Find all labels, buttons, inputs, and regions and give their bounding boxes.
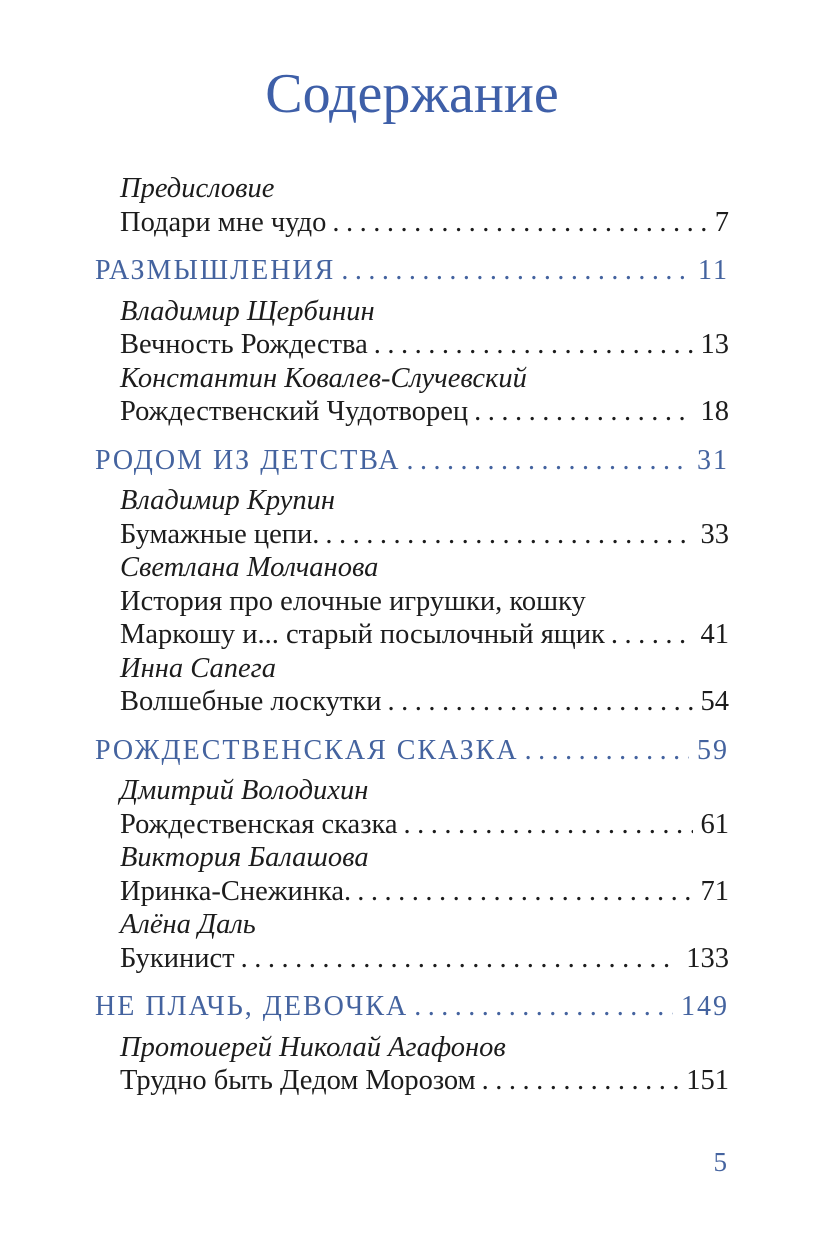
entry-page-number: 59: [697, 734, 729, 766]
entry-text: НЕ ПЛАЧЬ, ДЕВОЧКА: [95, 991, 409, 1023]
entry-text: РАЗМЫШЛЕНИЯ: [95, 255, 336, 287]
toc-section-row: [95, 990, 729, 1024]
toc-author-row: [95, 172, 729, 206]
toc-item-row: [95, 808, 729, 842]
toc-item-row: [95, 328, 729, 362]
toc-item-row: [95, 395, 729, 429]
toc-author-row: [95, 484, 729, 518]
dot-leader: [332, 206, 706, 240]
toc-author-row: [95, 774, 729, 808]
toc-wrap-row: [95, 585, 729, 619]
entry-text: Дмитрий Володихин: [120, 775, 369, 807]
toc-item-row: [95, 875, 729, 909]
dot-leader: [525, 734, 689, 768]
toc-item-row: [95, 685, 729, 719]
entry-page-number: 33: [700, 518, 729, 550]
entry-text: Светлана Молчанова: [120, 552, 379, 584]
dot-leader: [404, 808, 693, 842]
dot-leader: [357, 875, 692, 909]
entry-text: Иринка-Снежинка.: [120, 875, 352, 907]
entry-page-number: 13: [700, 329, 729, 361]
entry-page-number: 149: [681, 991, 729, 1023]
entry-text: Трудно быть Дедом Морозом: [120, 1065, 476, 1097]
entry-text: Рождественская сказка: [120, 808, 398, 840]
toc-item-row: [95, 618, 729, 652]
entry-text: Алёна Даль: [120, 909, 256, 941]
entry-page-number: 71: [700, 875, 729, 907]
entry-text: Бумажные цепи.: [120, 518, 320, 550]
toc-author-row: [95, 1031, 729, 1065]
entry-text: Подари мне чудо: [120, 206, 327, 238]
toc-item-row: [95, 942, 729, 976]
entry-page-number: 133: [686, 942, 729, 974]
entry-text: РОЖДЕСТВЕНСКАЯ СКАЗКА: [95, 734, 519, 766]
toc-item-row: [95, 518, 729, 552]
folio-page-number: 5: [713, 1147, 727, 1177]
entry-page-number: 31: [697, 444, 729, 476]
dot-leader: [406, 444, 689, 478]
entry-text: Владимир Крупин: [120, 485, 336, 517]
toc-section-row: [95, 254, 729, 288]
toc-item-row: [95, 206, 729, 240]
dot-leader: [474, 395, 692, 429]
toc-author-row: [95, 652, 729, 686]
dot-leader: [374, 328, 693, 362]
entry-text: Маркошу и... старый посылочный ящик: [120, 619, 605, 651]
dot-leader: [341, 254, 690, 288]
toc-author-row: [95, 841, 729, 875]
entry-page-number: 41: [700, 619, 729, 651]
entry-page-number: 18: [700, 396, 729, 428]
entry-text: Протоиерей Николай Агафонов: [120, 1031, 506, 1063]
dot-leader: [387, 685, 692, 719]
entry-page-number: 151: [686, 1065, 729, 1097]
entry-text: Волшебные лоскутки: [120, 686, 382, 718]
entry-text: Предисловие: [120, 173, 275, 205]
dot-leader: [611, 618, 693, 652]
entry-text: Букинист: [120, 942, 235, 974]
toc-author-row: [95, 362, 729, 396]
entry-page-number: 54: [700, 686, 729, 718]
dot-leader: [325, 518, 692, 552]
entry-page-number: 11: [698, 255, 729, 287]
entry-text: Виктория Балашова: [120, 842, 369, 874]
entry-page-number: 7: [714, 206, 729, 238]
entry-text: РОДОМ ИЗ ДЕТСТВА: [95, 444, 401, 476]
entry-text: История про елочные игрушки, кошку: [120, 585, 586, 617]
dot-leader: [241, 942, 679, 976]
entry-text: Вечность Рождества: [120, 329, 368, 361]
entry-text: Инна Сапега: [120, 652, 276, 684]
dot-leader: [414, 990, 673, 1024]
toc-author-row: [95, 908, 729, 942]
toc-section-row: [95, 734, 729, 768]
entry-page-number: 61: [700, 808, 729, 840]
toc-author-row: [95, 295, 729, 329]
dot-leader: [482, 1064, 679, 1098]
entry-text: Рождественский Чудотворец: [120, 396, 469, 428]
table-of-contents: [95, 172, 729, 1098]
entry-text: Константин Ковалев-Случевский: [120, 362, 527, 394]
entry-text: Владимир Щербинин: [120, 295, 375, 327]
toc-author-row: [95, 551, 729, 585]
toc-item-row: [95, 1064, 729, 1098]
toc-section-row: [95, 444, 729, 478]
page-title: Содержание: [265, 63, 559, 125]
